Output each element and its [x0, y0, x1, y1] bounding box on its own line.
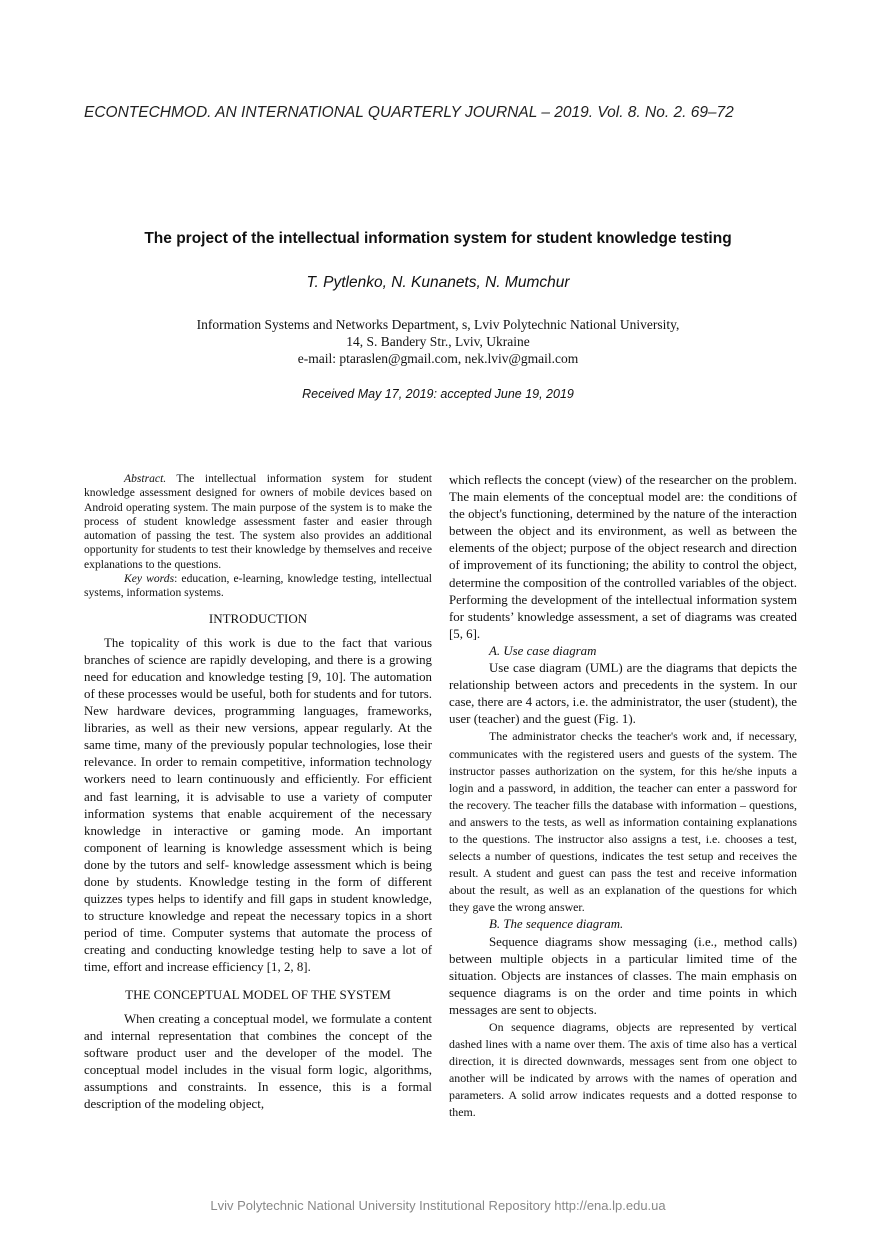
sequence-intro [449, 934, 797, 1019]
conceptual-model-heading: THE CONCEPTUAL MODEL OF THE SYSTEM [125, 986, 391, 1002]
affiliation-line: Information Systems and Networks Department, s, Lviv Polytechnic National University, [196, 317, 680, 332]
conceptual-paragraph: When creating a conceptual model, we formulate a content and internal representation that combines the concept of the software product user and the developer of the model. The conceptual model includes in the visual form logic, algorithms, assumptions and constraints. In essence, this is a formal description of the modeling object, [84, 1011, 432, 1112]
use-case-details [449, 728, 797, 916]
use-case-paragraph: Use case diagram (UML) are the diagrams that depicts the relationship between actors and precedents in the system. In our case, there are 4 actors, i.e. the administrator, the user (student), the user (teacher) and the guest (Fig. 1). [449, 661, 797, 727]
introduction-body [84, 635, 432, 977]
use-case-intro [449, 660, 797, 728]
keywords-text: : education, e-learning, knowledge testing, intellectual systems, information systems. [84, 572, 432, 600]
sequence-paragraph-2: On sequence diagrams, objects are represented by vertical dashed lines with a name over them. The axis of time also has a vertical direction, it is directed downwards, messages sent from one object to another will be indicated by arrows with the names of operation and parameters. A solid arrow indicates requests and a dotted response to them. [449, 1020, 797, 1120]
conceptual-continuation [449, 472, 797, 643]
affiliation-block [0, 316, 876, 367]
conceptual-paragraph-cont: which reflects the concept (view) of the researcher on the problem. The main elements of the conceptual model are: the conditions of the object's functioning, determined by the nature of the interaction between the object and its environment, as well as between the elements of the object; purpose of the object research and direction of improvement of its functioning; the ability to control the object, determine the composition of the controlled variables of the object. Performing the development of the intellectual information system for students’ knowledge assessment, a set of diagrams was created [5, 6]. [449, 473, 797, 641]
abstract-paragraph [84, 472, 432, 572]
abstract-label: Abstract. [124, 472, 167, 485]
conceptual-model-body [84, 1011, 432, 1114]
keywords-paragraph [84, 572, 432, 601]
affiliation-email: e-mail: ptaraslen@gmail.com, nek.lviv@gmail.com [297, 351, 579, 366]
introduction-heading: INTRODUCTION [208, 610, 308, 626]
abstract [84, 472, 432, 601]
sequence-details [449, 1019, 797, 1122]
right-column [449, 472, 797, 1122]
journal-header: ECONTECHMOD. AN INTERNATIONAL QUARTERLY JOURNAL – 2019. Vol. 8. No. 2. 69–72 [84, 104, 734, 121]
received-dates: Received May 17, 2019: accepted June 19, 2019 [302, 387, 574, 401]
repository-footer: Lviv Polytechnic National University Institutional Repository http://ena.lp.edu.ua [210, 1198, 666, 1213]
left-column [84, 472, 432, 1113]
use-case-heading: A. Use case diagram [489, 643, 597, 658]
introduction-paragraph: The topicality of this work is due to the fact that various branches of science are rapidly developing, and there is a growing need for education and knowledge testing [9, 10]. The automation of these processes would be useful, both for students and for tutors. New hardware devices, programming languages, frameworks, libraries, as well as their new versions, appear regularly. At the same time, many of the previously popular technologies, lose their relevance. In order to remain competitive, information technology workers need to learn continuously and efficiently. For efficient and fast learning, it is advisable to use a variety of computer information systems that enable acquirement of the necessary knowledge in interactive or gaming mode. An important component of learning is knowledge assessment which is being done by the tutors and self- knowledge assessment which is being done by students. Knowledge testing in the form of different quizzes types helps to identify and fill gaps in student knowledge, to structure knowledge and repeat the necessary topics in a short period of time. Computer systems that automate the process of creating and conducting knowledge testing help to save a lot of time, effort and increase efficiency [1, 2, 8]. [84, 635, 432, 975]
paper-authors: T. Pytlenko, N. Kunanets, N. Mumchur [306, 274, 570, 291]
abstract-text: The intellectual information system for student knowledge assessment designed for owners of mobile devices based on Android operating system. The main purpose of the system is to make the process of student knowledge assessment faster and easier through automation of passing the test. The system also provides an additional opportunity for students to test their knowledge by themselves and receive explanations to the questions. [84, 472, 432, 571]
sequence-paragraph: Sequence diagrams show messaging (i.e., method calls) between multiple objects in a particular limited time of the situation. Objects are instances of classes. The main emphasis on sequence diagrams is on the order and time points in which messages are sent to objects. [449, 934, 797, 1017]
sequence-heading: B. The sequence diagram. [489, 917, 624, 932]
keywords-label: Key words [124, 572, 175, 586]
use-case-paragraph-2: The administrator checks the teacher's work and, if necessary, communicates with the registered users and guests of the system. The instructor passes authorization on the system, for this he/she inputs a login and a password, in addition, the teacher can enter a password for the recovery. The teacher fills the database with information – questions, and answers to the tests, as well as information containing explanations to the questions. The instructor also assigns a test, i.e. chooses a test, selects a number of questions, indicates the test setup and receives the result. A student and guest can pass the test and receive information about the result, as well as an explanation of the questions for which they gave the wrong answer. [449, 729, 797, 915]
paper-title: The project of the intellectual information system for student knowledge testing [144, 230, 732, 247]
affiliation-address: 14, S. Bandery Str., Lviv, Ukraine [346, 334, 530, 349]
